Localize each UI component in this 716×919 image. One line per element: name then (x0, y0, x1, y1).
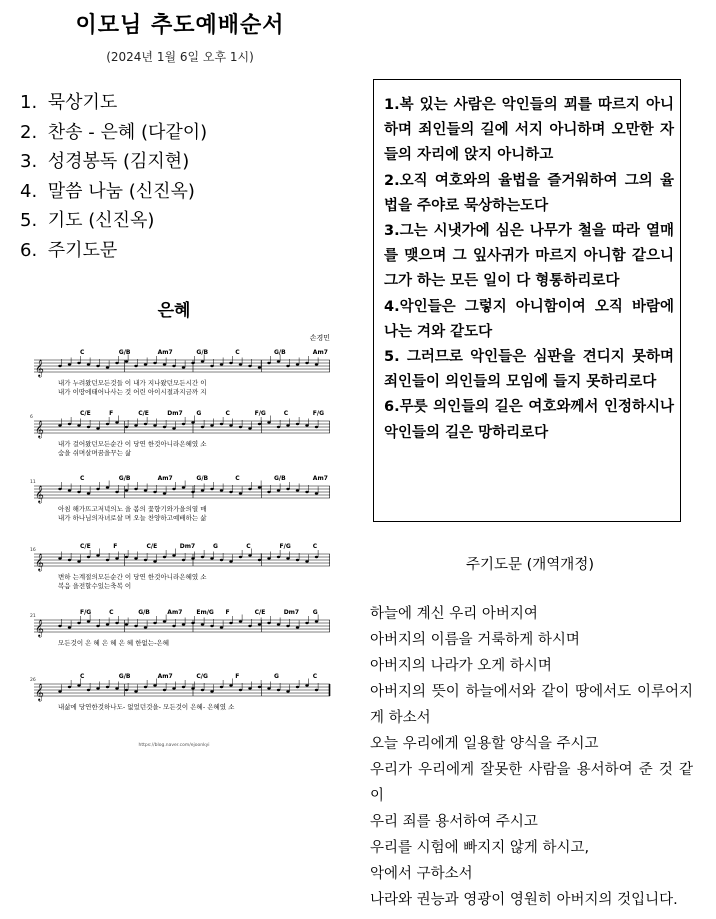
note-head (210, 557, 213, 559)
note-head (248, 625, 251, 627)
note-head (191, 362, 194, 364)
note-head (58, 625, 61, 627)
prayer-line: 아버지의 이름을 거룩하게 하시며 (370, 632, 580, 648)
note-head (77, 491, 80, 493)
note-head (296, 686, 299, 688)
note-head (229, 362, 232, 364)
note-head (229, 560, 232, 562)
note-head (87, 363, 90, 365)
note-head (258, 559, 261, 561)
note-head (144, 489, 147, 491)
note-head (58, 424, 61, 426)
psalm-verse: 1.복 있는 사람은 악인들의 꾀를 따르지 아니하며 죄인들의 길에 서지 아니하며 오만한 자들의 자리에 앉지 아니하고 (384, 97, 674, 164)
note-head (172, 365, 175, 367)
note-head (201, 426, 204, 428)
note-head (210, 690, 213, 692)
note-head (96, 625, 99, 627)
lyric-line: 아침 해가뜨고저녁의노 을 봄의 꽃향기와가을의열 매 (58, 505, 207, 513)
item-number: 5. (20, 210, 38, 231)
note-head (315, 689, 318, 691)
note-head (77, 560, 80, 562)
note-head (220, 489, 223, 491)
note-head (163, 620, 166, 622)
note-head (315, 426, 318, 428)
note-head (220, 423, 223, 425)
chord-label: F (225, 609, 230, 616)
chord-label: F/G (254, 410, 266, 417)
note-head (144, 363, 147, 365)
note-head (125, 360, 128, 362)
chord-label: C (246, 543, 251, 550)
note-head (258, 423, 261, 425)
note-head (258, 486, 261, 488)
note-head (248, 488, 251, 490)
list-item (20, 118, 207, 148)
note-head (296, 626, 299, 628)
chord-label: G/B (118, 349, 131, 356)
note-head (305, 491, 308, 493)
note-head (134, 488, 137, 490)
item-number: 3. (20, 151, 38, 172)
note-head (201, 623, 204, 625)
treble-clef: 𝄞 (35, 359, 44, 377)
note-head (68, 686, 71, 688)
note-head (210, 424, 213, 426)
lyric-line: 내삶에 당연한것하나도- 없었던것을- 모든것이 은혜- 은혜였 소 (58, 703, 235, 711)
note-head (68, 489, 71, 491)
chord-label: Em/G (196, 609, 214, 616)
psalm-verse: 5. 그러므로 악인들은 심판을 견디지 못하며 죄인들이 의인들의 모임에 들지 못하리로다 (384, 349, 674, 391)
psalm-verse: 4.악인들은 그렇지 아니함이여 오직 바람에 나는 겨와 같도다 (384, 298, 674, 340)
note-head (191, 557, 194, 559)
chord-label: C (225, 410, 230, 417)
note-head (305, 560, 308, 562)
note-head (172, 625, 175, 627)
note-head (239, 426, 242, 428)
note-head (210, 365, 213, 367)
note-head (248, 687, 251, 689)
note-head (77, 684, 80, 686)
chord-label: Dm7 (179, 543, 196, 550)
chord-label: Am7 (157, 673, 173, 680)
list-item (20, 88, 207, 118)
note-head (77, 424, 80, 426)
note-head (87, 689, 90, 691)
note-head (296, 423, 299, 425)
note-head (286, 424, 289, 426)
note-head (296, 559, 299, 561)
note-head (163, 689, 166, 691)
chord-label: C (80, 475, 85, 482)
hymn-title: 은혜 (157, 301, 191, 321)
note-head (106, 623, 109, 625)
note-head (239, 492, 242, 494)
treble-clef: 𝄞 (35, 683, 44, 701)
note-head (182, 486, 185, 488)
chord-label: C/E (254, 609, 266, 616)
note-head (153, 622, 156, 624)
note-head (144, 686, 147, 688)
chord-label: C (235, 475, 240, 482)
note-head (258, 366, 261, 368)
chord-label: G (196, 410, 202, 417)
note-head (182, 366, 185, 368)
note-head (220, 626, 223, 628)
lyric-line: 내가 걸어왔던모든순간 이 당연 한것아니라은혜였 소 (58, 440, 207, 448)
note-head (77, 622, 80, 624)
chord-label: G/B (274, 349, 286, 356)
note-head (153, 560, 156, 562)
note-head (153, 362, 156, 364)
item-text: 묵상기도 (47, 92, 118, 113)
note-head (277, 489, 280, 491)
chord-label: G (312, 609, 318, 616)
chord-label: G/B (118, 673, 131, 680)
item-text: 기도 (신진옥) (47, 210, 155, 231)
chord-label: Am7 (157, 475, 173, 482)
psalm-box (373, 79, 681, 522)
note-head (210, 625, 213, 627)
note-head (315, 620, 318, 622)
note-head (58, 557, 61, 559)
note-head (106, 366, 109, 368)
chord-label: F/G (80, 609, 92, 616)
note-head (115, 421, 118, 423)
lyric-line: 복음 을전할수있는축복 이 (58, 582, 132, 590)
note-head (106, 486, 109, 488)
chord-label: C (312, 543, 318, 550)
note-head (296, 489, 299, 491)
note-head (87, 492, 90, 494)
note-head (87, 556, 90, 558)
note-head (68, 423, 71, 425)
note-head (87, 620, 90, 622)
note-head (144, 423, 147, 425)
lyric-line: 내가 하나님의자녀로살 며 오늘 찬양하고예배하는 삶 (58, 514, 207, 522)
note-head (182, 559, 185, 561)
chord-label: Am7 (312, 475, 328, 482)
psalm-verse: 2.오직 여호와의 율법을 즐거워하여 그의 율법을 주야로 묵상하는도다 (384, 172, 674, 214)
note-head (267, 491, 270, 493)
note-head (134, 424, 137, 426)
chord-label: C (80, 349, 85, 356)
measure-number: 6 (30, 415, 33, 420)
note-head (172, 687, 175, 689)
chord-label: C/E (80, 410, 91, 417)
chord-label: G/B (274, 475, 286, 482)
chord-label: G/B (118, 475, 131, 482)
chord-label: G (274, 673, 279, 680)
note-head (267, 362, 270, 364)
note-head (172, 427, 175, 429)
chord-label: C (312, 673, 318, 680)
item-number: 1. (20, 92, 38, 113)
note-head (229, 684, 232, 686)
note-head (115, 557, 118, 559)
note-head (134, 690, 137, 692)
prayer-line: 하늘에 계신 우리 아버지여 (370, 606, 538, 622)
note-head (267, 421, 270, 423)
note-head (77, 362, 80, 364)
prayer-line: 나라와 권능과 영광이 영원히 아버지의 것입니다. (370, 892, 678, 908)
chord-label: C (109, 609, 114, 616)
note-head (153, 684, 156, 686)
psalm-verse: 6.무릇 의인들의 길은 여호와께서 인정하시나 악인들의 길은 망하리로다 (384, 399, 674, 441)
note-head (191, 491, 194, 493)
note-head (115, 491, 118, 493)
prayer-line: 우리를 시험에 빠지지 않게 하시고, (370, 840, 590, 856)
note-head (258, 686, 261, 688)
note-head (286, 625, 289, 627)
note-head (229, 622, 232, 624)
note-head (125, 556, 128, 558)
note-head (96, 488, 99, 490)
note-head (248, 554, 251, 556)
note-head (115, 362, 118, 364)
list-item (20, 236, 207, 266)
note-head (210, 488, 213, 490)
note-head (239, 620, 242, 622)
lyric-line: 변하 는계절의모든순간 이 당연 한것아니라은혜였 소 (58, 573, 207, 581)
lyric-line: 숨을 쉬며살며꿈을꾸는 삶 (58, 449, 132, 457)
note-head (182, 623, 185, 625)
note-head (286, 690, 289, 692)
chord-label: F (109, 410, 114, 417)
treble-clef: 𝄞 (35, 619, 44, 637)
chord-label: Am7 (312, 349, 328, 356)
item-text: 성경봉독 (김지현) (47, 151, 190, 172)
note-head (106, 423, 109, 425)
note-head (305, 622, 308, 624)
item-number: 2. (20, 121, 38, 143)
note-head (96, 427, 99, 429)
chord-label: C (80, 673, 85, 680)
note-head (201, 556, 204, 558)
note-head (315, 556, 318, 558)
note-head (267, 622, 270, 624)
note-head (201, 689, 204, 691)
chord-label: F (113, 543, 118, 550)
note-head (58, 690, 61, 692)
note-head (182, 686, 185, 688)
note-head (191, 687, 194, 689)
note-head (277, 360, 280, 362)
chord-label: C/E (80, 543, 91, 550)
note-head (277, 689, 280, 691)
note-head (286, 488, 289, 490)
chord-label: C/G (196, 673, 208, 680)
note-head (201, 489, 204, 491)
measure-number: 26 (30, 678, 36, 683)
note-head (58, 365, 61, 367)
source-url: https://blog.naver.com/ejoonkyi (138, 743, 210, 748)
lyric-line: 내가 이땅에태어나사는 것 어린 아이시절과지금까 지 (58, 388, 207, 396)
note-head (172, 554, 175, 556)
note-head (286, 365, 289, 367)
list-item (20, 177, 207, 207)
note-head (248, 365, 251, 367)
chord-label: G (213, 543, 218, 550)
prayer-line: 오늘 우리에게 일용할 양식을 주시고 (370, 736, 599, 752)
note-head (277, 426, 280, 428)
sheet-music (28, 290, 350, 758)
prayer-line: 우리 죄를 용서하여 주시고 (370, 814, 538, 830)
prayer-line: 악에서 구하소서 (370, 866, 473, 882)
chord-label: G/B (138, 609, 150, 616)
note-head (182, 423, 185, 425)
list-item (20, 147, 207, 177)
note-head (134, 625, 137, 627)
note-head (305, 684, 308, 686)
service-order-list (20, 88, 207, 265)
prayer-line: 우리가 우리에게 잘못한 사람을 용서하여 준 것 같이 (370, 762, 693, 804)
note-head (106, 559, 109, 561)
prayer-title: 주기도문 (개역개정) (466, 557, 594, 573)
note-head (87, 426, 90, 428)
chord-label: C/E (138, 410, 149, 417)
chord-label: F (235, 673, 240, 680)
note-head (163, 363, 166, 365)
prayer-line: 아버지의 뜻이 하늘에서와 같이 땅에서도 이루어지게 하소서 (370, 684, 693, 726)
measure-number: 21 (30, 614, 36, 619)
item-number: 6. (20, 239, 38, 261)
chord-label: Dm7 (283, 609, 300, 616)
composer: 손경민 (309, 334, 330, 342)
note-head (305, 362, 308, 364)
note-head (220, 363, 223, 365)
note-head (248, 427, 251, 429)
note-head (134, 557, 137, 559)
note-head (277, 556, 280, 558)
measure-number: 16 (30, 548, 36, 553)
chord-label: G/B (196, 349, 209, 356)
page-title: 이모님 추도예배순서 (75, 13, 285, 38)
note-head (144, 626, 147, 628)
note-head (220, 559, 223, 561)
treble-clef: 𝄞 (35, 553, 44, 571)
lyric-line: 모든것이 은 혜 은 혜 은 혜 한없는-은혜 (58, 639, 169, 647)
note-head (153, 424, 156, 426)
note-head (96, 554, 99, 556)
note-head (315, 492, 318, 494)
treble-clef: 𝄞 (35, 420, 44, 438)
item-text: 찬송 - 은혜 (다같이) (47, 121, 208, 143)
measure-number: 11 (30, 480, 36, 485)
item-text: 주기도문 (47, 239, 118, 261)
note-head (201, 360, 204, 362)
note-head (191, 622, 194, 624)
note-head (115, 622, 118, 624)
note-head (144, 559, 147, 561)
note-head (68, 559, 71, 561)
list-item (20, 206, 207, 236)
chord-label: F/G (312, 410, 325, 417)
chord-label: Am7 (157, 349, 173, 356)
lyric-line: 내가 누려왔던모든것들 이 내가 지나왔던모든시간 이 (58, 379, 207, 387)
note-head (96, 365, 99, 367)
sheet-music-score (28, 290, 350, 758)
note-head (115, 687, 118, 689)
note-head (68, 626, 71, 628)
note-head (239, 556, 242, 558)
note-head (163, 556, 166, 558)
item-text: 말씀 나눔 (신진옥) (47, 180, 195, 202)
note-head (163, 492, 166, 494)
note-head (191, 421, 194, 423)
note-head (229, 424, 232, 426)
note-head (153, 491, 156, 493)
note-head (125, 623, 128, 625)
note-head (267, 687, 270, 689)
note-head (163, 426, 166, 428)
note-head (134, 365, 137, 367)
note-head (125, 426, 128, 428)
note-head (125, 689, 128, 691)
note-head (305, 424, 308, 426)
note-head (286, 557, 289, 559)
prayer-line: 아버지의 나라가 오게 하시며 (370, 658, 552, 674)
note-head (229, 491, 232, 493)
item-number: 4. (20, 180, 38, 202)
note-head (96, 687, 99, 689)
note-head (172, 488, 175, 490)
service-date: (2024년 1월 6일 오후 1시) (106, 50, 254, 64)
note-head (239, 689, 242, 691)
note-head (239, 363, 242, 365)
chord-label: C (235, 349, 240, 356)
chord-label: C/E (146, 543, 158, 550)
note-head (125, 489, 128, 491)
note-head (267, 557, 270, 559)
note-head (258, 623, 261, 625)
chord-label: C (283, 410, 289, 417)
psalm-verse: 3.그는 시냇가에 심은 나무가 철을 따라 열매를 맺으며 그 잎사귀가 마르지 아니함 같으니 그가 하는 모든 일이 다 형통하리로다 (384, 223, 674, 290)
note-head (68, 363, 71, 365)
note-head (106, 686, 109, 688)
note-head (220, 686, 223, 688)
note-head (277, 623, 280, 625)
treble-clef: 𝄞 (35, 485, 44, 503)
note-head (296, 363, 299, 365)
chord-label: Am7 (167, 609, 183, 616)
lords-prayer (370, 601, 693, 913)
note-head (58, 488, 61, 490)
chord-label: Dm7 (167, 410, 183, 417)
note-head (315, 363, 318, 365)
chord-label: F/G (279, 543, 291, 550)
chord-label: G/B (196, 475, 209, 482)
